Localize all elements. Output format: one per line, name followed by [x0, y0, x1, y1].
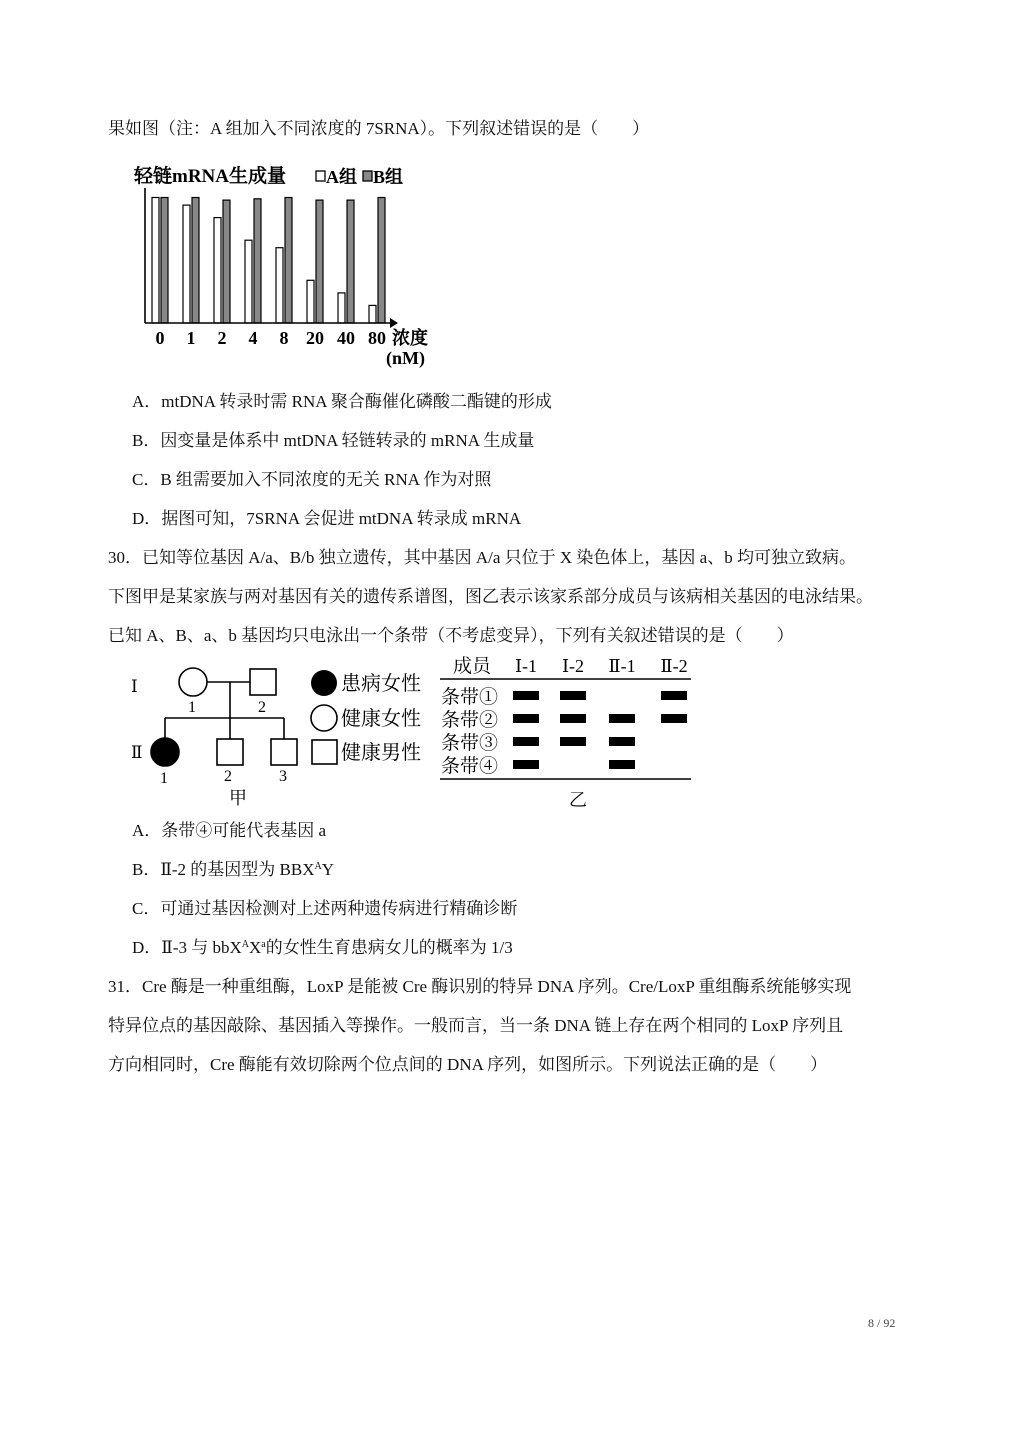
q30-option-a[interactable]: [132, 820, 326, 842]
q30-stem-line-2: 下图甲是某家族与两对基因有关的遗传系谱图，图乙表示该家系部分成员与该病相关基因的电泳结果。: [108, 587, 873, 606]
x-tick-label: 0: [155, 328, 165, 348]
option-text: 条带④可能代表基因 a: [161, 821, 327, 840]
q29-bar-chart: [128, 158, 448, 370]
q29-option-d[interactable]: [132, 508, 521, 530]
gel-band: [513, 760, 539, 769]
gel-band-label: 条带④: [441, 756, 499, 777]
legend-affected-female: 患病女性: [341, 673, 421, 695]
gel-band: [513, 737, 539, 746]
gel-band-label: 条带③: [441, 733, 499, 754]
option-label: B．: [132, 860, 161, 879]
bar-b-2: [223, 200, 230, 323]
q31-stem-line-2: 特异位点的基因敲除、基因插入等操作。一般而言，当一条 DNA 链上存在两个相同的 LoxP 序列且: [108, 1016, 844, 1035]
x-tick-label: 1: [186, 328, 196, 348]
option-text: 据图可知，7SRNA 会促进 mtDNA 转录成 mRNA: [161, 509, 522, 528]
legend-healthy-male: 健康男性: [341, 742, 421, 764]
gel-header-label: 成员: [453, 656, 492, 677]
gel-band: [560, 714, 586, 723]
q29-intro: 果如图（注：A 组加入不同浓度的 7SRNA）。下列叙述错误的是（ ）: [108, 119, 650, 138]
pedigree-legend: [311, 670, 421, 764]
bar-b-4: [254, 199, 261, 323]
chart-legend: [316, 167, 403, 187]
bar-a-1: [183, 205, 190, 323]
q30-stem-line-1: 30．已知等位基因 A/a、B/b 独立遗传，其中基因 A/a 只位于 X 染色体上，基因 a、b 均可独立致病。: [108, 548, 856, 567]
gel-member-label: Ⅱ-2: [660, 656, 688, 676]
gel-band: [513, 691, 539, 700]
bar-a-8: [276, 248, 283, 323]
number-I-2: 2: [258, 699, 266, 716]
gel-band: [661, 714, 687, 723]
gel-chart: [440, 655, 691, 810]
number-II-2: 2: [224, 768, 232, 785]
option-text: B 组需要加入不同浓度的无关 RNA 作为对照: [160, 470, 492, 489]
generation-label-2: Ⅱ: [131, 743, 143, 762]
option-label: D．: [132, 509, 162, 528]
q29-option-c[interactable]: [132, 469, 491, 491]
x-axis-arrow: [390, 318, 398, 328]
gel-band: [609, 714, 635, 723]
legend-swatch-b: [363, 171, 372, 181]
chart-ylabel: 轻链mRNA生成量: [134, 166, 286, 187]
option-text: Y: [321, 860, 335, 879]
q29-option-b[interactable]: [132, 430, 534, 452]
q31-stem-line-3: 方向相同时，Cre 酶能有效切除两个位点间的 DNA 序列，如图所示。下列说法正确的是（ ）: [108, 1055, 828, 1074]
x-tick-label: 80: [368, 328, 386, 348]
pedigree-caption: 甲: [229, 788, 247, 808]
option-label: A．: [132, 392, 162, 411]
bar-b-8: [285, 198, 292, 324]
option-text: 因变量是体系中 mtDNA 轻链转录的 mRNA 生成量: [160, 431, 535, 450]
legend-label-a: A组: [326, 167, 357, 187]
bar-a-0: [152, 198, 159, 324]
chart-xlabel: 浓度: [392, 328, 428, 348]
gel-band: [560, 737, 586, 746]
option-text: 的女性生育患病女儿的概率为 1/3: [265, 938, 513, 957]
pedigree-II-2-male: [217, 739, 243, 765]
bar-b-80: [378, 198, 385, 324]
gel-band-label: 条带②: [441, 710, 499, 731]
superscript: A: [314, 861, 322, 872]
bar-b-20: [316, 200, 323, 323]
option-label: C．: [132, 470, 161, 489]
pedigree-I-1-female: [179, 668, 207, 696]
bar-b-0: [161, 198, 168, 324]
bar-a-80: [369, 305, 376, 323]
gel-band: [609, 760, 635, 769]
gel-band: [560, 691, 586, 700]
x-tick-label: 2: [217, 328, 227, 348]
q30-figure: [120, 652, 700, 812]
gel-band: [513, 714, 539, 723]
legend-label-b: B组: [373, 167, 404, 187]
gel-band: [609, 737, 635, 746]
q30-option-b[interactable]: [132, 859, 334, 881]
bar-a-4: [245, 240, 252, 323]
page-number: 8 / 92: [868, 1316, 896, 1330]
chart-xlabel-unit: (nM): [386, 348, 425, 368]
chart-bars: [152, 198, 385, 324]
gel-member-label: Ⅱ-1: [608, 656, 636, 676]
gel-member-label: Ⅰ-1: [514, 656, 538, 676]
gel-band-label: 条带①: [441, 687, 499, 708]
option-text: mtDNA 转录时需 RNA 聚合酶催化磷酸二酯键的形成: [161, 392, 552, 411]
pedigree-chart: [131, 668, 297, 808]
number-II-1: 1: [160, 770, 168, 787]
option-text: 可通过基因检测对上述两种遗传病进行精确诊断: [160, 899, 518, 918]
x-tick-label: 8: [279, 328, 289, 348]
gel-caption: 乙: [569, 790, 587, 810]
pedigree-II-3-male: [271, 739, 297, 765]
chart-tick-labels: [156, 328, 387, 348]
number-I-1: 1: [188, 699, 196, 716]
healthy-male-symbol: [312, 740, 337, 764]
option-text: Ⅱ-3 与 bbX: [161, 938, 242, 957]
q30-option-c[interactable]: [132, 898, 517, 920]
healthy-female-symbol: [311, 705, 337, 731]
number-II-3: 3: [279, 768, 287, 785]
legend-healthy-female: 健康女性: [341, 708, 421, 730]
generation-label-1: Ⅰ: [131, 677, 138, 696]
gel-member-label: Ⅰ-2: [561, 656, 585, 676]
legend-swatch-a: [316, 171, 325, 181]
option-label: D．: [132, 938, 162, 957]
q31-stem-line-1: 31．Cre 酶是一种重组酶，LoxP 是能被 Cre 酶识别的特异 DNA 序列。Cre/LoxP 重组酶系统能够实现: [108, 977, 852, 996]
x-tick-label: 40: [337, 328, 355, 348]
bar-b-1: [192, 198, 199, 324]
x-tick-label: 4: [248, 328, 258, 348]
q30-stem-line-3: 已知 A、B、a、b 基因均只电泳出一个条带（不考虑变异），下列有关叙述错误的是（ ）: [108, 626, 794, 645]
pedigree-I-2-male: [250, 669, 276, 695]
bar-a-20: [307, 280, 314, 323]
pedigree-II-1-affected-female: [151, 738, 179, 766]
option-text: X: [249, 938, 262, 957]
option-label: C．: [132, 899, 161, 918]
superscript: A: [241, 939, 250, 950]
option-text: Ⅱ-2 的基因型为 BBX: [160, 860, 315, 879]
bar-a-2: [214, 218, 221, 323]
bar-b-40: [347, 200, 354, 323]
x-tick-label: 20: [306, 328, 324, 348]
option-label: A．: [132, 821, 162, 840]
q29-option-a[interactable]: [132, 391, 552, 413]
superscript: a: [261, 939, 266, 950]
gel-band: [661, 691, 687, 700]
bar-a-40: [338, 293, 345, 323]
q30-option-d[interactable]: [132, 937, 513, 959]
option-label: B．: [132, 431, 161, 450]
affected-female-symbol: [311, 670, 337, 696]
